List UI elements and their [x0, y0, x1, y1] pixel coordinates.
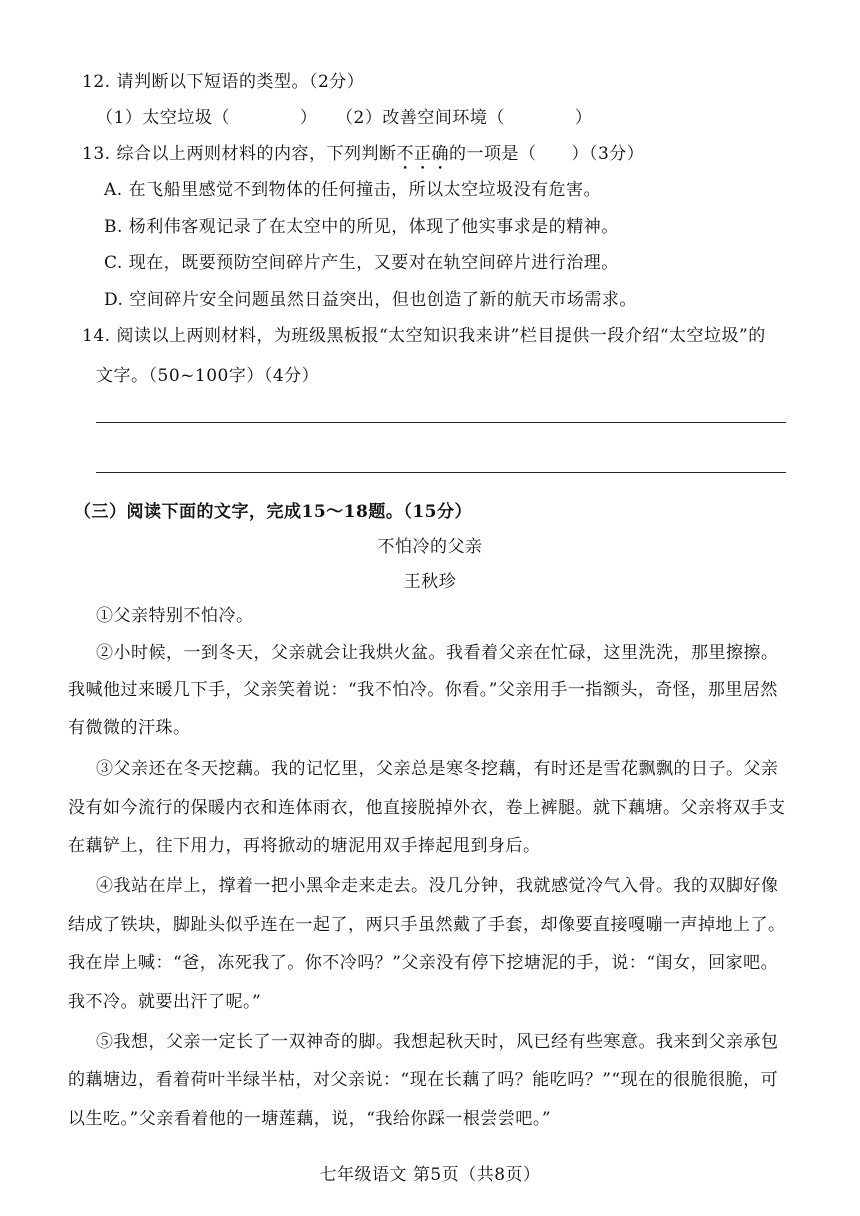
answer-line-2 — [96, 472, 786, 473]
passage-line: 以生吃。”父亲看着他的一塘莲藕，说，“我给你踩一根尝尝吧。” — [68, 1109, 552, 1129]
q13-option-d: D. 空间碎片安全问题虽然日益突出，但也创造了新的航天市场需求。 — [104, 290, 637, 310]
q13-option-b: B. 杨利伟客观记录了在太空中的所见，体现了他实事求是的精神。 — [104, 217, 619, 237]
q14-line-1: 14. 阅读以上两则材料，为班级黑板报“太空知识我来讲”栏目提供一段介绍“太空垃圾”的 — [82, 326, 766, 346]
q13-stem-after: 的一项是（ ）（3分） — [448, 144, 645, 164]
q13-stem-before: 13. 综合以上两则材料的内容，下列判断 — [82, 144, 397, 164]
passage-line: 有微微的汗珠。 — [68, 718, 191, 738]
passage-line: 我喊他过来暖几下手，父亲笑着说：“我不怕冷。你看。”父亲用手一指额头，奇怪，那里居然 — [68, 680, 778, 700]
passage-line: 我不冷。就要出汗了呢。” — [68, 992, 262, 1012]
passage-line: ③父亲还在冬天挖藕。我的记忆里，父亲总是寒冬挖藕，有时还是雪花飘飘的日子。父亲 — [96, 759, 779, 779]
passage-line: ①父亲特别不怕冷。 — [96, 606, 254, 626]
q12-item-2: （2）改善空间环境（ ） — [336, 108, 593, 128]
passage-line: ②小时候，一到冬天，父亲就会让我烘火盆。我看着父亲在忙碌，这里洗洗，那里擦擦。 — [96, 643, 779, 663]
q13-option-c: C. 现在，既要预防空间碎片产生，又要对在轨空间碎片进行治理。 — [104, 253, 619, 273]
passage-line: ⑤我想，父亲一定长了一双神奇的脚。我想起秋天时，风已经有些寒意。我来到父亲承包 — [96, 1032, 779, 1052]
passage-line: 的藕塘边，看着荷叶半绿半枯，对父亲说：“现在长藕了吗？能吃吗？”“现在的很脆很脆，可 — [68, 1070, 779, 1090]
article-author: 王秋珍 — [403, 572, 457, 592]
page-footer: 七年级语文 第5页（共8页） — [319, 1165, 541, 1185]
passage-line: 没有如今流行的保暖内衣和连体雨衣，他直接脱掉外衣，卷上裤腿。就下藕塘。父亲将双手支 — [68, 798, 786, 818]
q13-option-a: A. 在飞船里感觉不到物体的任何撞击，所以太空垃圾没有危害。 — [104, 180, 602, 200]
section-3-heading: （三）阅读下面的文字，完成15～18题。（15分） — [74, 502, 472, 522]
q12-stem: 12. 请判断以下短语的类型。（2分） — [82, 72, 365, 92]
answer-line-1 — [96, 422, 786, 423]
q13-stem-emphasis: 不正确 — [396, 144, 449, 164]
q14-line-2: 文字。（50~100字）（4分） — [96, 366, 320, 386]
passage-line: 结成了铁块，脚趾头似乎连在一起了，两只手虽然戴了手套，却像要直接嘎嘣一声掉地上了。 — [68, 915, 786, 935]
passage-line: ④我站在岸上，撑着一把小黑伞走来走去。没几分钟，我就感觉冷气入骨。我的双脚好像 — [96, 876, 779, 896]
article-title: 不怕冷的父亲 — [377, 537, 483, 557]
passage-line: 我在岸上喊：“爸，冻死我了。你不冷吗？”父亲没有停下挖塘泥的手，说：“闺女，回家吧。 — [68, 953, 779, 973]
passage-line: 在藕铲上，往下用力，再将掀动的塘泥用双手捧起甩到身后。 — [68, 836, 541, 856]
q12-item-1: （1）太空垃圾（ ） — [96, 108, 318, 128]
q13-stem — [82, 142, 644, 174]
